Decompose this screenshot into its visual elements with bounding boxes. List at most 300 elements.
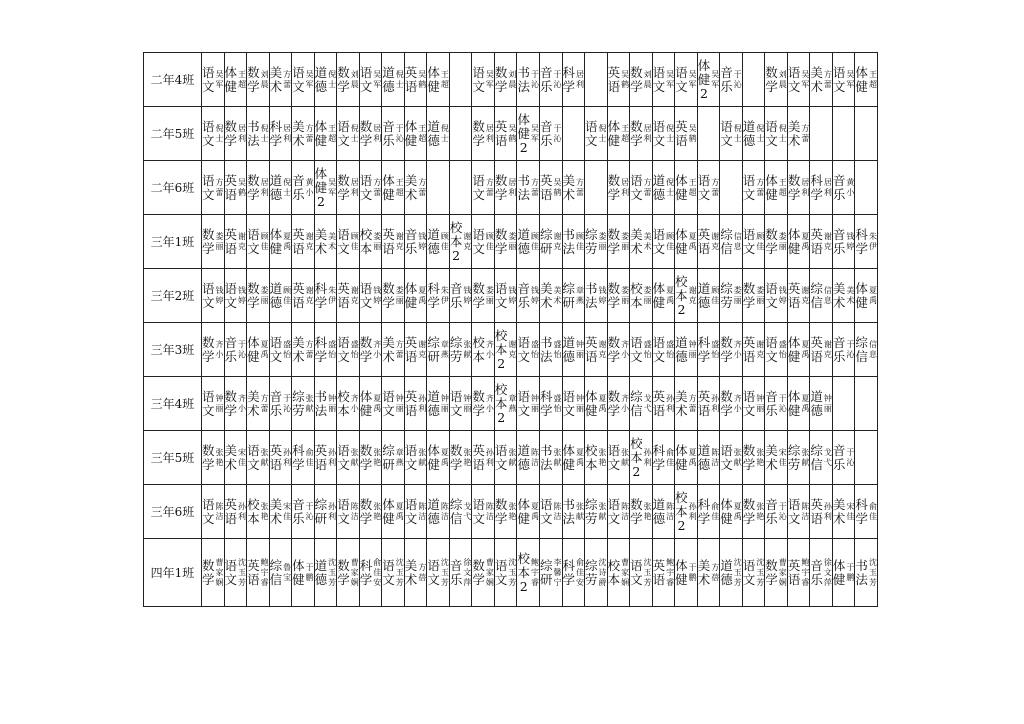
teacher-text: 钱婷 [530, 285, 539, 305]
period-cell [787, 161, 810, 215]
period-cell [224, 269, 247, 323]
teacher-text: 居利 [801, 177, 810, 197]
subject-text: 数学 [382, 280, 395, 310]
period-cell [314, 161, 337, 215]
teacher-text: 居利 [238, 123, 247, 143]
period-cell [337, 377, 360, 431]
teacher-text: 孙利 [643, 447, 652, 467]
teacher-text: 夏禹 [598, 393, 607, 413]
subject-text: 体健 [855, 280, 868, 310]
subject-text: 体健 [427, 442, 440, 472]
subject-text: 美术 [630, 226, 643, 256]
subject-text: 数学 [630, 118, 643, 148]
teacher-text: 钱婷 [508, 285, 517, 305]
subject-text: 道德 [675, 334, 688, 364]
period-cell [855, 269, 878, 323]
period-cell [292, 215, 315, 269]
subject-text: 音乐 [765, 388, 778, 418]
subject-text: 语文 [472, 496, 485, 526]
teacher-text: 曹家娴 [778, 557, 787, 587]
period-cell [247, 323, 270, 377]
teacher-text: 方蕾 [215, 177, 224, 197]
teacher-text: 谢克 [553, 231, 562, 251]
period-cell [652, 53, 675, 107]
period-cell [494, 485, 517, 539]
teacher-text: 戈弋 [823, 447, 832, 467]
period-cell [517, 53, 540, 107]
subject-text: 美术 [224, 442, 238, 472]
teacher-text: 陈洁 [530, 447, 539, 467]
subject-text: 道德 [652, 496, 666, 526]
subject-text: 道德 [382, 64, 395, 94]
subject-text: 科学 [562, 557, 576, 587]
subject-text: 体健 [787, 334, 801, 364]
class-row [144, 539, 878, 607]
subject-text: 美术 [832, 496, 846, 526]
period-cell [224, 161, 247, 215]
period-cell [765, 377, 788, 431]
teacher-text: 陈洁 [711, 447, 720, 467]
period-cell [269, 485, 292, 539]
teacher-text: 宋佳 [283, 501, 292, 521]
teacher-text: 孙利 [823, 501, 832, 521]
period-cell [630, 431, 653, 485]
period-cell [787, 539, 810, 607]
period-cell [697, 215, 720, 269]
teacher-text: 黄小 [305, 177, 314, 197]
teacher-text: 齐小 [215, 339, 224, 359]
period-cell [585, 539, 608, 607]
teacher-text: 夏禹 [418, 285, 427, 305]
subject-text: 语文 [359, 64, 373, 94]
teacher-text: 章燕 [508, 393, 517, 413]
teacher-text: 鲍宇睿 [530, 557, 539, 587]
teacher-text: 钟丽 [463, 393, 472, 413]
period-cell [630, 485, 653, 539]
teacher-text: 倪士 [666, 177, 675, 197]
period-cell [562, 377, 585, 431]
subject-text: 数学 [337, 557, 350, 587]
teacher-text: 齐小 [621, 393, 630, 413]
teacher-text: 俞佳 [666, 447, 675, 467]
subject-text: 体健 [855, 64, 868, 94]
teacher-text: 谢克 [305, 285, 314, 305]
period-cell [337, 431, 360, 485]
teacher-text: 于鹏 [688, 562, 697, 582]
subject-text: 综劳 [449, 334, 463, 364]
period-cell [337, 53, 360, 107]
subject-text: 体健 [404, 118, 418, 148]
period-cell [427, 107, 450, 161]
period-cell [742, 215, 765, 269]
period-cell [449, 485, 472, 539]
period-cell [382, 161, 405, 215]
subject-text: 音乐 [765, 496, 778, 526]
period-cell [855, 485, 878, 539]
subject-text: 道德 [810, 388, 823, 418]
teacher-text: 谢克 [305, 231, 314, 251]
subject-text: 道德 [517, 226, 530, 256]
period-cell [562, 539, 585, 607]
teacher-text: 倪士 [350, 123, 359, 143]
teacher-text: 娄丽 [598, 231, 607, 251]
period-cell [675, 539, 698, 607]
period-cell [202, 161, 225, 215]
subject-text: 语文 [720, 118, 733, 148]
teacher-text: 齐小 [621, 339, 630, 359]
teacher-text: 张艳 [756, 501, 765, 521]
period-cell [449, 107, 472, 161]
period-cell [675, 377, 698, 431]
subject-text: 道德 [697, 280, 711, 310]
teacher-text: 于沁 [530, 69, 539, 89]
subject-text: 英语 [607, 64, 621, 94]
period-cell [855, 377, 878, 431]
period-cell [472, 323, 495, 377]
subject-text: 英语 [404, 64, 418, 94]
teacher-text: 沈玉芳 [508, 557, 517, 587]
subject-text: 校本 [607, 557, 621, 587]
teacher-text: 吴军 [666, 69, 675, 89]
period-cell [720, 215, 743, 269]
subject-text: 美术 [404, 557, 418, 587]
subject-text: 语文 [202, 118, 215, 148]
subject-text: 美术 [247, 388, 260, 418]
teacher-text: 谢克 [395, 231, 404, 251]
teacher-text: 章燕 [576, 285, 585, 305]
teacher-text: 张艳 [643, 501, 652, 521]
subject-text: 英语 [494, 118, 508, 148]
subject-text: 语文 [404, 496, 418, 526]
teacher-text: 沈玉芳 [868, 557, 877, 587]
subject-text: 语文 [562, 388, 576, 418]
period-cell [742, 269, 765, 323]
period-cell [742, 377, 765, 431]
teacher-text: 张艳 [373, 447, 382, 467]
teacher-text: 张艳 [260, 501, 269, 521]
teacher-text: 张献 [350, 447, 359, 467]
teacher-text: 方蕾 [711, 177, 720, 197]
subject-text: 语文 [720, 442, 733, 472]
subject-text: 综研 [427, 334, 440, 364]
period-cell [697, 377, 720, 431]
teacher-text: 谢克 [418, 339, 427, 359]
teacher-text: 王超 [778, 177, 787, 197]
period-cell [539, 323, 562, 377]
subject-text: 科学 [314, 334, 328, 364]
teacher-text: 鲍宇睿 [260, 557, 269, 587]
teacher-text: 娄丽 [508, 231, 517, 251]
teacher-text: 钱婷 [215, 285, 224, 305]
subject-text: 综研 [539, 557, 553, 587]
subject-text: 数学 [359, 118, 373, 148]
subject-text: 数学 [494, 226, 508, 256]
period-cell [494, 539, 517, 607]
subject-text: 综劳 [585, 496, 598, 526]
teacher-text: 孙利 [238, 501, 247, 521]
subject-text: 数学 [472, 118, 485, 148]
subject-text: 语文 [517, 388, 530, 418]
teacher-text: 方蕾 [688, 393, 697, 413]
period-cell [585, 377, 608, 431]
teacher-text: 鲁宝 [283, 562, 292, 582]
class-row [144, 269, 878, 323]
subject-text: 语文 [202, 496, 215, 526]
subject-text: 语文 [832, 64, 846, 94]
teacher-text: 娄丽 [756, 285, 765, 305]
teacher-text: 倪士 [778, 123, 787, 143]
teacher-text: 顾佳 [666, 231, 675, 251]
period-cell [787, 269, 810, 323]
teacher-text: 夏禹 [801, 393, 810, 413]
teacher-text: 陈洁 [621, 501, 630, 521]
period-cell [585, 107, 608, 161]
period-cell [765, 485, 788, 539]
period-cell [585, 431, 608, 485]
teacher-text: 吴军 [305, 69, 314, 89]
subject-text: 道德 [427, 388, 440, 418]
subject-text: 语文 [337, 442, 350, 472]
period-cell [224, 215, 247, 269]
teacher-text: 于沁 [778, 501, 787, 521]
period-cell [652, 539, 675, 607]
teacher-text: 夏禹 [868, 285, 877, 305]
period-cell [855, 53, 878, 107]
subject-text: 数学 [202, 442, 215, 472]
teacher-text: 刘晨 [260, 69, 269, 89]
subject-text: 综研 [562, 280, 576, 310]
subject-text: 数学 [224, 388, 238, 418]
teacher-text: 美术 [553, 285, 562, 305]
teacher-text: 谢克 [711, 231, 720, 251]
period-cell [337, 161, 360, 215]
class-row [144, 53, 878, 107]
period-cell [337, 107, 360, 161]
period-cell [247, 485, 270, 539]
teacher-text: 倪士 [756, 123, 765, 143]
subject-text: 语文 [224, 557, 238, 587]
teacher-text: 宋佳 [238, 447, 247, 467]
teacher-text: 齐小 [238, 393, 247, 413]
teacher-text: 居利 [643, 123, 652, 143]
subject-text: 数学 [472, 388, 485, 418]
teacher-text: 盛怡 [553, 393, 562, 413]
teacher-text: 钟丽 [823, 393, 832, 413]
teacher-text: 鲍宇睿 [801, 557, 810, 587]
subject-text: 科学 [855, 226, 868, 256]
period-cell [810, 377, 833, 431]
teacher-text: 倪士 [440, 123, 449, 143]
subject-text: 校本 [337, 388, 350, 418]
teacher-text: 吴鹤 [621, 69, 630, 89]
subject-text: 道德 [742, 118, 756, 148]
subject-text: 语文 [359, 280, 373, 310]
subject-text: 数学 [494, 172, 508, 202]
period-cell [292, 53, 315, 107]
period-cell [539, 377, 562, 431]
teacher-text: 孙利 [666, 393, 675, 413]
class-row [144, 431, 878, 485]
subject-text: 体健 [765, 172, 778, 202]
subject-text: 体健 [404, 280, 418, 310]
period-cell [517, 107, 540, 161]
teacher-text: 倪士 [666, 123, 675, 143]
period-cell [675, 269, 698, 323]
period-cell [427, 323, 450, 377]
period-cell [832, 107, 855, 161]
teacher-text: 俞佳安 [576, 557, 585, 587]
subject-text: 语文 [359, 172, 373, 202]
subject-text: 英语 [314, 442, 328, 472]
period-cell [269, 323, 292, 377]
teacher-text: 戈弋 [643, 393, 652, 413]
teacher-text: 钟丽 [440, 393, 449, 413]
period-cell [427, 269, 450, 323]
subject-text: 语文 [652, 226, 666, 256]
subject-text: 校本 [247, 496, 260, 526]
period-cell [202, 539, 225, 607]
teacher-text: 倪士 [328, 69, 337, 89]
subject-text: 美术 [697, 557, 711, 587]
subject-text: 数学 [337, 64, 350, 94]
period-cell [630, 269, 653, 323]
period-cell [720, 161, 743, 215]
subject-text: 英语 [697, 388, 711, 418]
subject-text: 体健 [675, 442, 688, 472]
subject-text: 语文 [787, 496, 801, 526]
subject-text: 数学 [472, 557, 485, 587]
period-cell [292, 485, 315, 539]
subject-text: 体健 [382, 496, 395, 526]
subject-text: 语文 [765, 280, 778, 310]
teacher-text: 张献 [598, 501, 607, 521]
subject-text: 数学 [742, 442, 756, 472]
subject-text: 语文 [630, 557, 643, 587]
period-cell [224, 485, 247, 539]
teacher-text: 于沁 [553, 123, 562, 143]
period-cell [359, 377, 382, 431]
period-cell [539, 485, 562, 539]
teacher-text: 刘晨 [643, 69, 652, 89]
teacher-text: 王超 [418, 123, 427, 143]
teacher-text: 陈洁 [350, 501, 359, 521]
subject-text: 语文 [675, 64, 688, 94]
teacher-text: 方蓓 [418, 562, 427, 582]
subject-text: 科学 [697, 334, 711, 364]
teacher-text: 齐小 [350, 393, 359, 413]
period-cell [269, 161, 292, 215]
period-cell [224, 539, 247, 607]
subject-text: 体健 [720, 496, 733, 526]
subject-text: 道德 [562, 334, 576, 364]
period-cell [810, 107, 833, 161]
subject-text: 数学 [472, 280, 485, 310]
subject-text: 校本2 [494, 327, 508, 371]
teacher-text: 方蕾 [485, 177, 494, 197]
class-name: 三年5班 [144, 431, 202, 485]
teacher-text: 沈玉芳 [440, 557, 449, 587]
period-cell [562, 215, 585, 269]
teacher-text: 沈诗爵 [598, 557, 607, 587]
period-cell [697, 323, 720, 377]
teacher-text: 吴军 [373, 69, 382, 89]
subject-text: 英语 [292, 280, 305, 310]
period-cell [292, 431, 315, 485]
teacher-text: 张献 [463, 339, 472, 359]
teacher-text: 娄丽 [733, 285, 742, 305]
period-cell [765, 269, 788, 323]
period-cell [539, 269, 562, 323]
subject-text: 体健 [585, 388, 598, 418]
period-cell [697, 53, 720, 107]
period-cell [720, 323, 743, 377]
subject-text: 书法 [585, 280, 598, 310]
subject-text: 美术 [832, 280, 846, 310]
period-cell [292, 161, 315, 215]
teacher-text: 娄丽 [778, 231, 787, 251]
teacher-text: 夏禹 [373, 393, 382, 413]
subject-text: 语文 [607, 442, 621, 472]
subject-text: 音乐 [517, 280, 530, 310]
subject-text: 体健 [675, 557, 688, 587]
period-cell [517, 431, 540, 485]
subject-text: 音乐 [832, 334, 846, 364]
period-cell [787, 485, 810, 539]
subject-text: 数学 [247, 172, 260, 202]
period-cell [314, 485, 337, 539]
teacher-text: 沈玉芳 [733, 557, 742, 587]
teacher-text: 夏禹 [801, 339, 810, 359]
period-cell [517, 539, 540, 607]
teacher-text: 信息 [823, 285, 832, 305]
class-name: 二年5班 [144, 107, 202, 161]
period-cell [742, 161, 765, 215]
period-cell [269, 107, 292, 161]
class-name: 二年4班 [144, 53, 202, 107]
period-cell [832, 431, 855, 485]
period-cell [269, 215, 292, 269]
period-cell [832, 161, 855, 215]
period-cell [697, 431, 720, 485]
subject-text: 书法 [855, 557, 868, 587]
subject-text: 书法 [517, 172, 530, 202]
teacher-text: 吴鹤 [508, 123, 517, 143]
period-cell [494, 431, 517, 485]
teacher-text: 倪士 [598, 123, 607, 143]
period-cell [742, 539, 765, 607]
teacher-text: 谢克 [598, 339, 607, 359]
subject-text: 语文 [269, 334, 283, 364]
period-cell [765, 107, 788, 161]
period-cell [675, 485, 698, 539]
period-cell [607, 215, 630, 269]
subject-text: 语文 [427, 557, 440, 587]
period-cell [765, 161, 788, 215]
class-name: 四年1班 [144, 539, 202, 607]
timetable-grid [143, 52, 878, 607]
subject-text: 体健 [607, 118, 621, 148]
teacher-text: 夏禹 [260, 339, 269, 359]
subject-text: 书法 [562, 226, 576, 256]
teacher-text: 钟丽 [328, 393, 337, 413]
period-cell [697, 269, 720, 323]
teacher-text: 钱婷 [846, 231, 855, 251]
subject-text: 语文 [472, 64, 485, 94]
teacher-text: 沈玉芳 [643, 557, 652, 587]
period-cell [404, 215, 427, 269]
period-cell [247, 539, 270, 607]
teacher-text: 居利 [576, 69, 585, 89]
